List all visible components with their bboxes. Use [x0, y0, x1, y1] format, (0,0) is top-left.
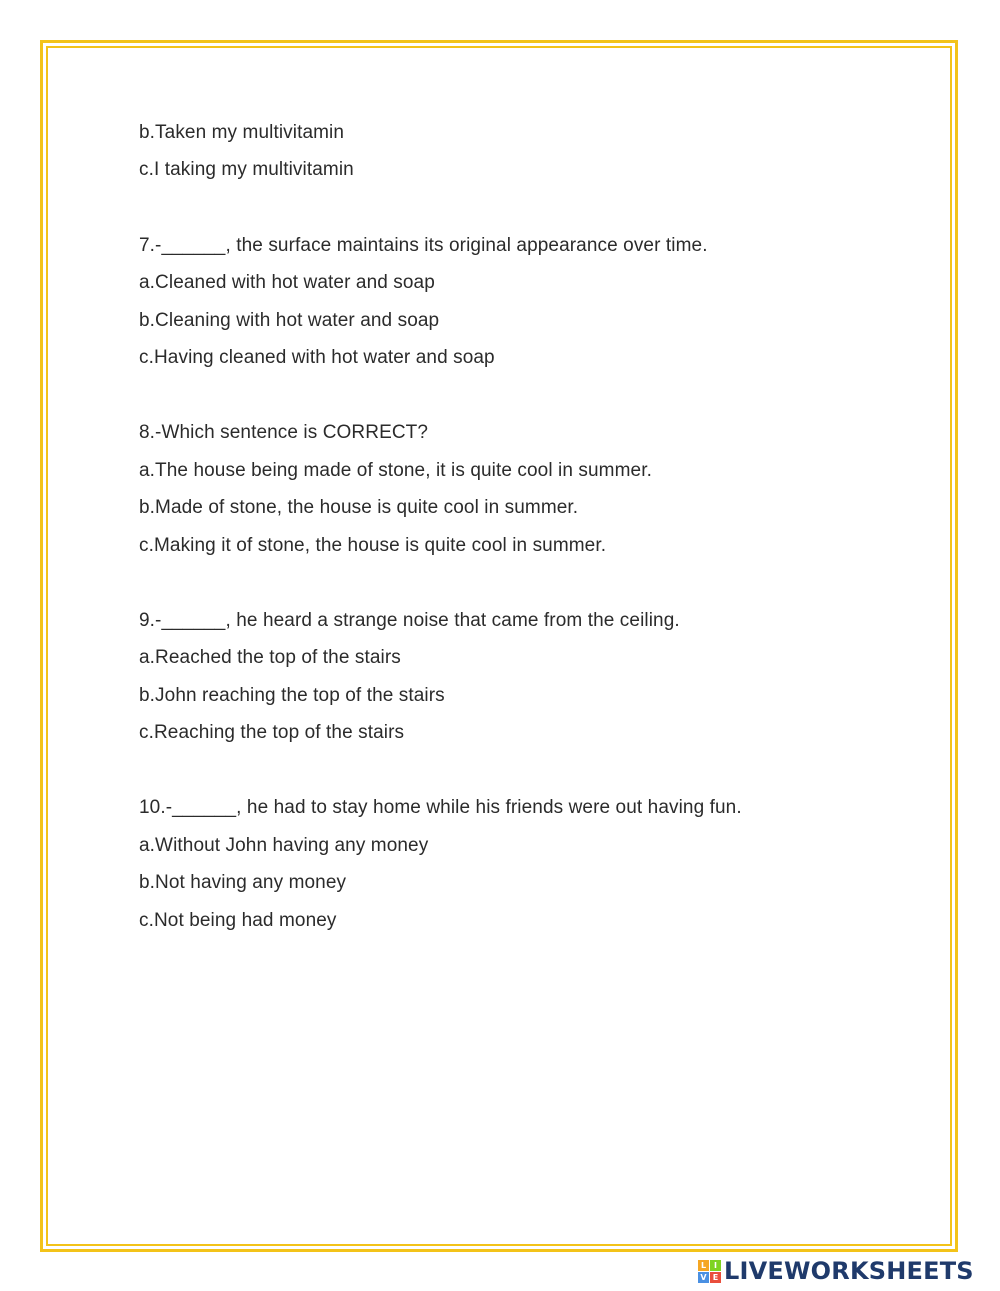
question-prompt: 8.-Which sentence is CORRECT?	[139, 422, 429, 444]
question-7	[139, 227, 919, 377]
option-a[interactable]: a.Without John having any money	[139, 834, 429, 856]
option-b[interactable]: b.Not having any money	[139, 872, 347, 894]
question-10	[139, 789, 919, 939]
liveworksheets-logo[interactable]	[698, 1256, 974, 1286]
option-b[interactable]: b.John reaching the top of the stairs	[139, 684, 445, 706]
question-prompt: 7.-______, the surface maintains its original appearance over time.	[139, 234, 708, 256]
option-c[interactable]: c.Making it of stone, the house is quite cool in summer.	[139, 534, 607, 556]
liveworksheets-icon: L I V E	[698, 1260, 721, 1283]
option-a[interactable]: a.Cleaned with hot water and soap	[139, 272, 435, 294]
option-b[interactable]: b.Cleaning with hot water and soap	[139, 309, 440, 331]
brand-name: LIVEWORKSHEETS	[724, 1257, 974, 1285]
option-c[interactable]: c.Reaching the top of the stairs	[139, 722, 405, 744]
option-c[interactable]: c.Not being had money	[139, 909, 337, 931]
option-b[interactable]: b.Made of stone, the house is quite cool in summer.	[139, 497, 579, 519]
option-c[interactable]: c.I taking my multivitamin	[139, 159, 354, 181]
option-a[interactable]: a.Reached the top of the stairs	[139, 647, 401, 669]
option-c[interactable]: c.Having cleaned with hot water and soap	[139, 346, 495, 368]
option-a[interactable]: a.The house being made of stone, it is quite cool in summer.	[139, 459, 652, 481]
question-prompt: 9.-______, he heard a strange noise that came from the ceiling.	[139, 609, 680, 631]
question-8	[139, 414, 919, 564]
option-b[interactable]: b.Taken my multivitamin	[139, 122, 345, 143]
question-prompt: 10.-______, he had to stay home while his friends were out having fun.	[139, 797, 742, 819]
question-9	[139, 602, 919, 752]
question-6-continued	[139, 114, 919, 189]
worksheet-content	[139, 114, 919, 939]
